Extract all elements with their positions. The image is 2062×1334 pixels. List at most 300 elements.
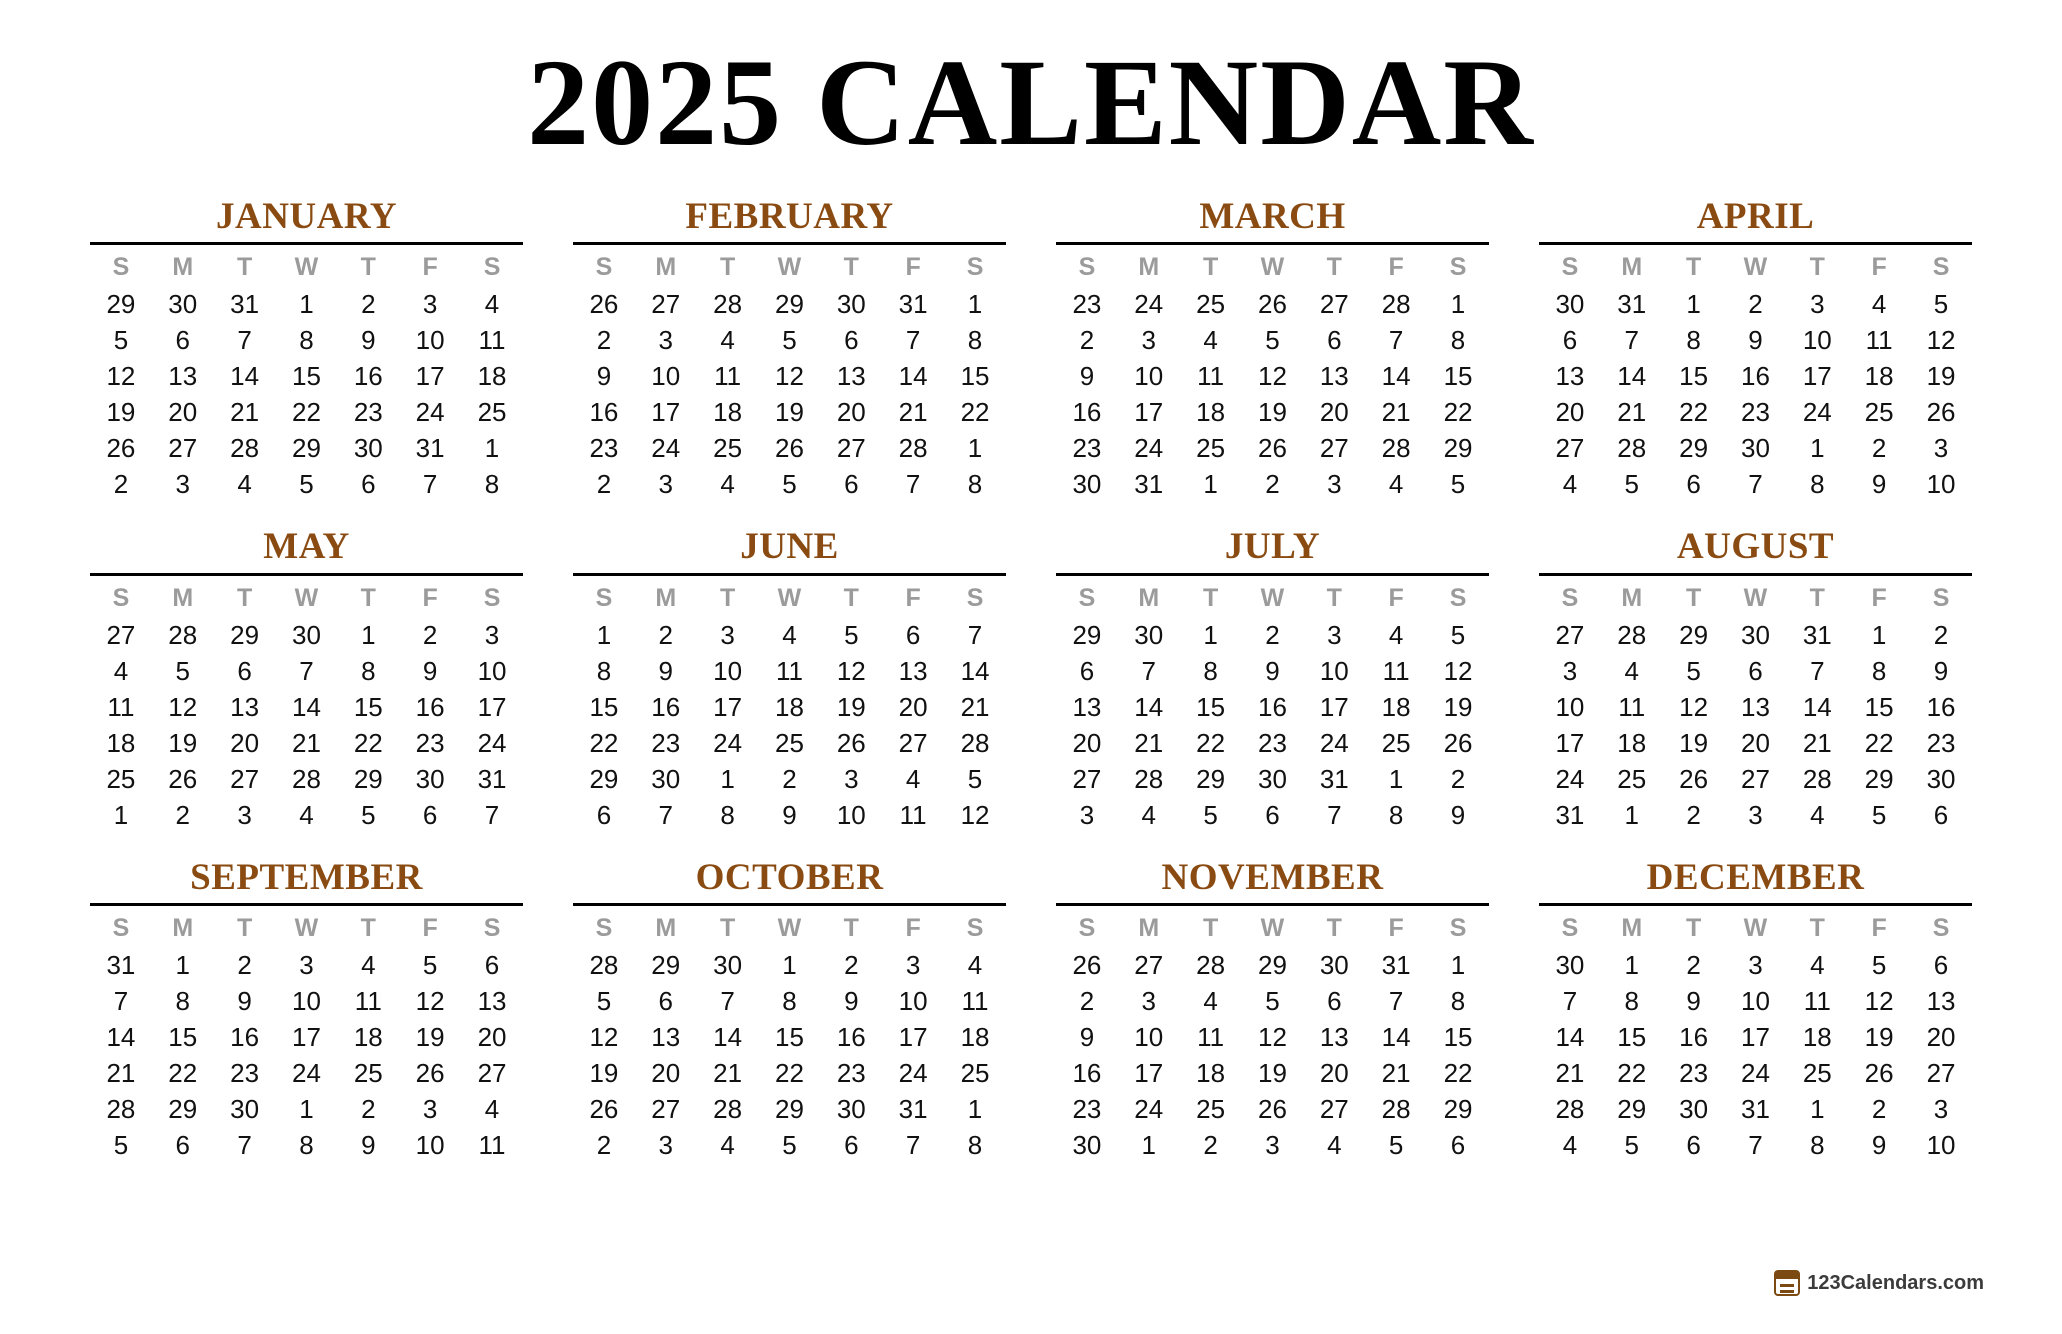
day-cell[interactable]: 13: [1319, 361, 1349, 392]
day-cell[interactable]: 20: [1740, 727, 1770, 758]
day-cell[interactable]: 26: [1257, 1093, 1287, 1124]
day-cell[interactable]: 22: [1443, 397, 1473, 428]
day-cell[interactable]: 1: [720, 763, 735, 794]
day-cell[interactable]: 10: [898, 985, 928, 1016]
day-cell[interactable]: 31: [1617, 289, 1647, 320]
day-cell[interactable]: 13: [1555, 361, 1585, 392]
day-cell[interactable]: 7: [1748, 469, 1763, 500]
day-cell[interactable]: 20: [230, 727, 260, 758]
day-cell[interactable]: 2: [1203, 1129, 1218, 1160]
day-cell[interactable]: 3: [175, 469, 190, 500]
day-cell[interactable]: 18: [1196, 397, 1226, 428]
day-cell[interactable]: 19: [1864, 1021, 1894, 1052]
day-cell[interactable]: 5: [844, 619, 859, 650]
day-cell[interactable]: 5: [1388, 1129, 1404, 1160]
day-cell[interactable]: 28: [713, 1093, 743, 1124]
day-cell[interactable]: 25: [106, 763, 136, 794]
day-cell[interactable]: 5: [782, 1129, 797, 1160]
day-cell[interactable]: 28: [898, 433, 928, 464]
day-cell[interactable]: 1: [1141, 1129, 1156, 1160]
day-cell[interactable]: 8: [720, 799, 735, 830]
day-cell[interactable]: 1: [967, 289, 983, 320]
day-cell[interactable]: 15: [774, 1021, 804, 1052]
day-cell[interactable]: 14: [960, 655, 990, 686]
day-cell[interactable]: 1: [484, 433, 500, 464]
day-cell[interactable]: 8: [1686, 325, 1701, 356]
day-cell[interactable]: 11: [1618, 691, 1646, 722]
day-cell[interactable]: 14: [1381, 1021, 1411, 1052]
day-cell[interactable]: 6: [844, 1129, 859, 1160]
day-cell[interactable]: 29: [1617, 1093, 1647, 1124]
day-cell[interactable]: 3: [1748, 799, 1763, 830]
day-cell[interactable]: 9: [237, 985, 252, 1016]
day-cell[interactable]: 22: [1617, 1057, 1647, 1088]
day-cell[interactable]: 18: [1802, 1021, 1832, 1052]
day-cell[interactable]: 23: [589, 433, 619, 464]
day-cell[interactable]: 18: [1864, 361, 1894, 392]
day-cell[interactable]: 30: [1555, 289, 1585, 320]
day-cell[interactable]: 6: [1686, 469, 1701, 500]
day-cell[interactable]: 24: [1134, 1093, 1164, 1124]
day-cell[interactable]: 27: [106, 619, 136, 650]
day-cell[interactable]: 1: [299, 1093, 314, 1124]
day-cell[interactable]: 3: [1141, 985, 1156, 1016]
day-cell[interactable]: 18: [960, 1021, 990, 1052]
day-cell[interactable]: 4: [1810, 949, 1825, 980]
day-cell[interactable]: 19: [415, 1021, 445, 1052]
day-cell[interactable]: 23: [1072, 433, 1102, 464]
day-cell[interactable]: 16: [415, 691, 445, 722]
day-cell[interactable]: 20: [1072, 727, 1102, 758]
day-cell[interactable]: 12: [774, 361, 804, 392]
day-cell[interactable]: 8: [967, 469, 983, 500]
day-cell[interactable]: 13: [1072, 691, 1102, 722]
day-cell[interactable]: 3: [1141, 325, 1156, 356]
day-cell[interactable]: 29: [1257, 949, 1287, 980]
day-cell[interactable]: 16: [353, 361, 383, 392]
day-cell[interactable]: 4: [484, 1093, 500, 1124]
day-cell[interactable]: 4: [1624, 655, 1639, 686]
day-cell[interactable]: 21: [713, 1057, 743, 1088]
day-cell[interactable]: 2: [1871, 433, 1887, 464]
day-cell[interactable]: 17: [1319, 691, 1349, 722]
day-cell[interactable]: 12: [1926, 325, 1956, 356]
day-cell[interactable]: 30: [836, 289, 866, 320]
day-cell[interactable]: 12: [1257, 1021, 1287, 1052]
day-cell[interactable]: 3: [422, 289, 438, 320]
day-cell[interactable]: 25: [713, 433, 743, 464]
day-cell[interactable]: 5: [1871, 949, 1887, 980]
day-cell[interactable]: 23: [1740, 397, 1770, 428]
day-cell[interactable]: 11: [478, 325, 506, 356]
day-cell[interactable]: 3: [484, 619, 500, 650]
day-cell[interactable]: 11: [1197, 361, 1225, 392]
day-cell[interactable]: 1: [1203, 469, 1218, 500]
day-cell[interactable]: 5: [967, 763, 983, 794]
day-cell[interactable]: 25: [774, 727, 804, 758]
day-cell[interactable]: 18: [106, 727, 136, 758]
day-cell[interactable]: 28: [291, 763, 321, 794]
day-cell[interactable]: 30: [1740, 433, 1770, 464]
day-cell[interactable]: 6: [1079, 655, 1095, 686]
day-cell[interactable]: 19: [1679, 727, 1709, 758]
day-cell[interactable]: 8: [1624, 985, 1639, 1016]
day-cell[interactable]: 22: [168, 1057, 198, 1088]
day-cell[interactable]: 1: [1686, 289, 1701, 320]
day-cell[interactable]: 31: [1555, 799, 1585, 830]
day-cell[interactable]: 3: [1748, 949, 1763, 980]
day-cell[interactable]: 17: [1555, 727, 1585, 758]
day-cell[interactable]: 19: [1257, 397, 1287, 428]
day-cell[interactable]: 23: [1679, 1057, 1709, 1088]
day-cell[interactable]: 7: [237, 1129, 252, 1160]
day-cell[interactable]: 3: [237, 799, 252, 830]
day-cell[interactable]: 2: [1450, 763, 1466, 794]
day-cell[interactable]: 11: [1197, 1021, 1225, 1052]
day-cell[interactable]: 2: [1748, 289, 1763, 320]
day-cell[interactable]: 17: [291, 1021, 321, 1052]
day-cell[interactable]: 10: [291, 985, 321, 1016]
day-cell[interactable]: 30: [1319, 949, 1349, 980]
day-cell[interactable]: 7: [967, 619, 983, 650]
day-cell[interactable]: 18: [477, 361, 507, 392]
day-cell[interactable]: 21: [106, 1057, 136, 1088]
day-cell[interactable]: 29: [1443, 433, 1473, 464]
day-cell[interactable]: 26: [774, 433, 804, 464]
day-cell[interactable]: 24: [477, 727, 507, 758]
day-cell[interactable]: 27: [1740, 763, 1770, 794]
day-cell[interactable]: 1: [967, 1093, 983, 1124]
day-cell[interactable]: 2: [1265, 619, 1280, 650]
day-cell[interactable]: 10: [1802, 325, 1832, 356]
day-cell[interactable]: 5: [299, 469, 314, 500]
day-cell[interactable]: 24: [1134, 433, 1164, 464]
day-cell[interactable]: 19: [836, 691, 866, 722]
day-cell[interactable]: 15: [353, 691, 383, 722]
day-cell[interactable]: 9: [782, 799, 797, 830]
day-cell[interactable]: 2: [113, 469, 129, 500]
day-cell[interactable]: 12: [415, 985, 445, 1016]
day-cell[interactable]: 5: [175, 655, 190, 686]
day-cell[interactable]: 29: [353, 763, 383, 794]
day-cell[interactable]: 4: [1388, 619, 1404, 650]
day-cell[interactable]: 3: [1933, 433, 1949, 464]
day-cell[interactable]: 26: [589, 1093, 619, 1124]
day-cell[interactable]: 16: [651, 691, 681, 722]
day-cell[interactable]: 15: [960, 361, 990, 392]
day-cell[interactable]: 30: [651, 763, 681, 794]
day-cell[interactable]: 21: [230, 397, 260, 428]
day-cell[interactable]: 11: [714, 361, 742, 392]
day-cell[interactable]: 1: [1450, 949, 1466, 980]
day-cell[interactable]: 29: [291, 433, 321, 464]
day-cell[interactable]: 27: [1072, 763, 1102, 794]
day-cell[interactable]: 9: [361, 1129, 376, 1160]
day-cell[interactable]: 31: [898, 1093, 928, 1124]
day-cell[interactable]: 26: [1257, 289, 1287, 320]
day-cell[interactable]: 29: [1443, 1093, 1473, 1124]
day-cell[interactable]: 5: [1203, 799, 1218, 830]
day-cell[interactable]: 29: [1864, 763, 1894, 794]
day-cell[interactable]: 4: [905, 763, 921, 794]
day-cell[interactable]: 4: [1388, 469, 1404, 500]
day-cell[interactable]: 11: [961, 985, 989, 1016]
day-cell[interactable]: 13: [477, 985, 507, 1016]
day-cell[interactable]: 4: [1562, 1129, 1578, 1160]
day-cell[interactable]: 19: [106, 397, 136, 428]
day-cell[interactable]: 2: [422, 619, 438, 650]
day-cell[interactable]: 17: [1740, 1021, 1770, 1052]
day-cell[interactable]: 11: [478, 1129, 506, 1160]
day-cell[interactable]: 19: [168, 727, 198, 758]
day-cell[interactable]: 6: [1748, 655, 1763, 686]
day-cell[interactable]: 24: [1740, 1057, 1770, 1088]
day-cell[interactable]: 16: [1679, 1021, 1709, 1052]
day-cell[interactable]: 13: [168, 361, 198, 392]
day-cell[interactable]: 9: [844, 985, 859, 1016]
day-cell[interactable]: 10: [1926, 1129, 1956, 1160]
day-cell[interactable]: 16: [1740, 361, 1770, 392]
day-cell[interactable]: 26: [1257, 433, 1287, 464]
day-cell[interactable]: 13: [230, 691, 260, 722]
day-cell[interactable]: 26: [1864, 1057, 1894, 1088]
day-cell[interactable]: 16: [1257, 691, 1287, 722]
day-cell[interactable]: 5: [1933, 289, 1949, 320]
day-cell[interactable]: 30: [1257, 763, 1287, 794]
day-cell[interactable]: 28: [230, 433, 260, 464]
day-cell[interactable]: 28: [1555, 1093, 1585, 1124]
day-cell[interactable]: 30: [1926, 763, 1956, 794]
day-cell[interactable]: 25: [1381, 727, 1411, 758]
day-cell[interactable]: 19: [1257, 1057, 1287, 1088]
day-cell[interactable]: 2: [1265, 469, 1280, 500]
day-cell[interactable]: 7: [720, 985, 735, 1016]
day-cell[interactable]: 30: [836, 1093, 866, 1124]
day-cell[interactable]: 13: [898, 655, 928, 686]
day-cell[interactable]: 2: [1686, 949, 1701, 980]
day-cell[interactable]: 9: [1686, 985, 1701, 1016]
day-cell[interactable]: 8: [1450, 985, 1466, 1016]
day-cell[interactable]: 12: [836, 655, 866, 686]
day-cell[interactable]: 25: [960, 1057, 990, 1088]
day-cell[interactable]: 2: [1933, 619, 1949, 650]
day-cell[interactable]: 10: [713, 655, 743, 686]
day-cell[interactable]: 19: [589, 1057, 619, 1088]
day-cell[interactable]: 10: [415, 325, 445, 356]
day-cell[interactable]: 8: [175, 985, 190, 1016]
day-cell[interactable]: 24: [1319, 727, 1349, 758]
day-cell[interactable]: 16: [230, 1021, 260, 1052]
day-cell[interactable]: 4: [237, 469, 252, 500]
day-cell[interactable]: 19: [1926, 361, 1956, 392]
day-cell[interactable]: 3: [422, 1093, 438, 1124]
day-cell[interactable]: 3: [720, 619, 735, 650]
day-cell[interactable]: 22: [1679, 397, 1709, 428]
day-cell[interactable]: 9: [1265, 655, 1280, 686]
day-cell[interactable]: 12: [106, 361, 136, 392]
day-cell[interactable]: 10: [1134, 1021, 1164, 1052]
day-cell[interactable]: 24: [291, 1057, 321, 1088]
day-cell[interactable]: 7: [299, 655, 314, 686]
day-cell[interactable]: 29: [651, 949, 681, 980]
day-cell[interactable]: 3: [658, 469, 673, 500]
day-cell[interactable]: 6: [844, 469, 859, 500]
day-cell[interactable]: 6: [1686, 1129, 1701, 1160]
day-cell[interactable]: 28: [589, 949, 619, 980]
day-cell[interactable]: 24: [898, 1057, 928, 1088]
day-cell[interactable]: 2: [361, 289, 376, 320]
day-cell[interactable]: 9: [1871, 1129, 1887, 1160]
day-cell[interactable]: 4: [1810, 799, 1825, 830]
day-cell[interactable]: 10: [651, 361, 681, 392]
day-cell[interactable]: 7: [905, 469, 921, 500]
day-cell[interactable]: 27: [1555, 619, 1585, 650]
day-cell[interactable]: 8: [967, 1129, 983, 1160]
day-cell[interactable]: 25: [1617, 763, 1647, 794]
day-cell[interactable]: 26: [106, 433, 136, 464]
day-cell[interactable]: 4: [1327, 1129, 1342, 1160]
day-cell[interactable]: 6: [1450, 1129, 1466, 1160]
day-cell[interactable]: 8: [782, 985, 797, 1016]
day-cell[interactable]: 27: [1319, 433, 1349, 464]
day-cell[interactable]: 28: [1617, 619, 1647, 650]
day-cell[interactable]: 14: [1802, 691, 1832, 722]
day-cell[interactable]: 22: [589, 727, 619, 758]
day-cell[interactable]: 26: [836, 727, 866, 758]
day-cell[interactable]: 13: [1740, 691, 1770, 722]
day-cell[interactable]: 30: [713, 949, 743, 980]
day-cell[interactable]: 25: [1802, 1057, 1832, 1088]
day-cell[interactable]: 2: [1871, 1093, 1887, 1124]
day-cell[interactable]: 21: [291, 727, 321, 758]
day-cell[interactable]: 4: [720, 325, 735, 356]
day-cell[interactable]: 25: [1196, 433, 1226, 464]
day-cell[interactable]: 27: [836, 433, 866, 464]
day-cell[interactable]: 30: [291, 619, 321, 650]
day-cell[interactable]: 2: [844, 949, 859, 980]
day-cell[interactable]: 4: [1871, 289, 1887, 320]
day-cell[interactable]: 5: [1624, 469, 1639, 500]
day-cell[interactable]: 3: [658, 1129, 673, 1160]
day-cell[interactable]: 2: [1079, 325, 1095, 356]
day-cell[interactable]: 12: [1257, 361, 1287, 392]
day-cell[interactable]: 11: [1865, 325, 1893, 356]
day-cell[interactable]: 13: [1319, 1021, 1349, 1052]
day-cell[interactable]: 28: [168, 619, 198, 650]
day-cell[interactable]: 15: [1443, 361, 1473, 392]
day-cell[interactable]: 7: [1388, 985, 1404, 1016]
day-cell[interactable]: 3: [658, 325, 673, 356]
day-cell[interactable]: 27: [1134, 949, 1164, 980]
day-cell[interactable]: 31: [1381, 949, 1411, 980]
day-cell[interactable]: 10: [415, 1129, 445, 1160]
day-cell[interactable]: 28: [106, 1093, 136, 1124]
day-cell[interactable]: 6: [1933, 799, 1949, 830]
day-cell[interactable]: 15: [1679, 361, 1709, 392]
day-cell[interactable]: 14: [230, 361, 260, 392]
day-cell[interactable]: 10: [1740, 985, 1770, 1016]
day-cell[interactable]: 13: [836, 361, 866, 392]
day-cell[interactable]: 20: [477, 1021, 507, 1052]
day-cell[interactable]: 6: [844, 325, 859, 356]
day-cell[interactable]: 30: [415, 763, 445, 794]
day-cell[interactable]: 28: [1617, 433, 1647, 464]
day-cell[interactable]: 18: [1381, 691, 1411, 722]
day-cell[interactable]: 11: [899, 799, 927, 830]
day-cell[interactable]: 21: [1617, 397, 1647, 428]
day-cell[interactable]: 9: [1079, 1021, 1095, 1052]
day-cell[interactable]: 3: [1933, 1093, 1949, 1124]
day-cell[interactable]: 12: [1864, 985, 1894, 1016]
day-cell[interactable]: 2: [1079, 985, 1095, 1016]
day-cell[interactable]: 14: [1617, 361, 1647, 392]
day-cell[interactable]: 8: [1871, 655, 1887, 686]
day-cell[interactable]: 10: [836, 799, 866, 830]
day-cell[interactable]: 9: [1933, 655, 1949, 686]
day-cell[interactable]: 20: [1555, 397, 1585, 428]
day-cell[interactable]: 21: [898, 397, 928, 428]
day-cell[interactable]: 7: [905, 325, 921, 356]
day-cell[interactable]: 1: [113, 799, 129, 830]
day-cell[interactable]: 21: [1381, 1057, 1411, 1088]
day-cell[interactable]: 18: [774, 691, 804, 722]
day-cell[interactable]: 3: [1327, 619, 1342, 650]
day-cell[interactable]: 24: [713, 727, 743, 758]
day-cell[interactable]: 19: [1443, 691, 1473, 722]
day-cell[interactable]: 23: [1926, 727, 1956, 758]
day-cell[interactable]: 8: [1388, 799, 1404, 830]
day-cell[interactable]: 15: [1196, 691, 1226, 722]
day-cell[interactable]: 31: [415, 433, 445, 464]
day-cell[interactable]: 31: [106, 949, 136, 980]
day-cell[interactable]: 30: [1072, 469, 1102, 500]
day-cell[interactable]: 9: [658, 655, 673, 686]
day-cell[interactable]: 31: [1802, 619, 1832, 650]
day-cell[interactable]: 31: [230, 289, 260, 320]
day-cell[interactable]: 29: [230, 619, 260, 650]
day-cell[interactable]: 5: [596, 985, 612, 1016]
day-cell[interactable]: 3: [844, 763, 859, 794]
day-cell[interactable]: 31: [1319, 763, 1349, 794]
day-cell[interactable]: 2: [782, 763, 797, 794]
day-cell[interactable]: 11: [1803, 985, 1831, 1016]
day-cell[interactable]: 7: [1810, 655, 1825, 686]
day-cell[interactable]: 1: [967, 433, 983, 464]
day-cell[interactable]: 9: [596, 361, 612, 392]
day-cell[interactable]: 5: [782, 325, 797, 356]
day-cell[interactable]: 5: [1450, 619, 1466, 650]
day-cell[interactable]: 26: [1926, 397, 1956, 428]
day-cell[interactable]: 2: [1686, 799, 1701, 830]
day-cell[interactable]: 9: [1450, 799, 1466, 830]
day-cell[interactable]: 21: [960, 691, 990, 722]
day-cell[interactable]: 27: [1555, 433, 1585, 464]
day-cell[interactable]: 6: [905, 619, 921, 650]
day-cell[interactable]: 26: [1443, 727, 1473, 758]
day-cell[interactable]: 13: [651, 1021, 681, 1052]
day-cell[interactable]: 1: [361, 619, 376, 650]
day-cell[interactable]: 30: [1740, 619, 1770, 650]
day-cell[interactable]: 21: [1381, 397, 1411, 428]
day-cell[interactable]: 25: [1196, 289, 1226, 320]
day-cell[interactable]: 22: [960, 397, 990, 428]
day-cell[interactable]: 22: [1196, 727, 1226, 758]
day-cell[interactable]: 18: [1196, 1057, 1226, 1088]
day-cell[interactable]: 1: [1203, 619, 1218, 650]
day-cell[interactable]: 30: [1555, 949, 1585, 980]
day-cell[interactable]: 14: [1134, 691, 1164, 722]
day-cell[interactable]: 1: [1810, 433, 1825, 464]
